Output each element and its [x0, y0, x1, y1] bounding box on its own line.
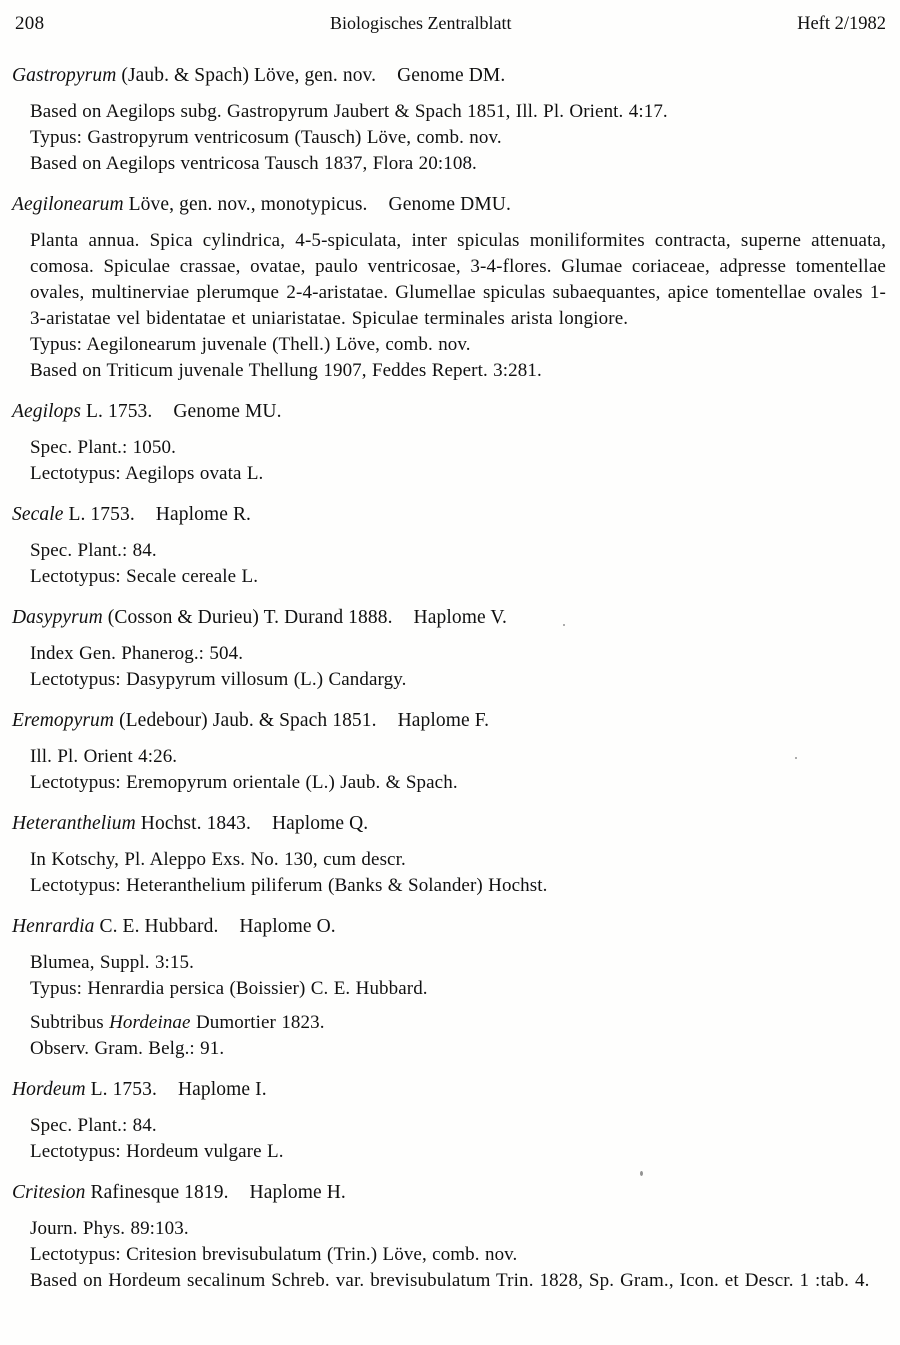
genus-name: Henrardia	[12, 916, 95, 937]
genus-name: Secale	[12, 504, 64, 525]
subtribus-line	[30, 1010, 886, 1036]
entry-line: Lectotypus: Dasypyrum villosum (L.) Candargy.	[30, 669, 407, 690]
entry-line: Lectotypus: Aegilops ovata L.	[30, 463, 264, 484]
genome-label: Haplome F.	[397, 710, 490, 731]
genus-authority: (Jaub. & Spach) Löve, gen. nov.	[121, 65, 377, 86]
entry-body	[0, 435, 900, 487]
genus-entry-aegilonearum	[0, 192, 900, 384]
genus-name: Hordeum	[12, 1079, 86, 1100]
genus-authority: L. 1753.	[68, 504, 135, 525]
scan-artifact-dot	[563, 624, 565, 626]
entry-line: Observ. Gram. Belg.: 91.	[30, 1038, 225, 1059]
genus-authority: (Ledebour) Jaub. & Spach 1851.	[119, 710, 377, 731]
genome-label: Haplome I.	[177, 1079, 267, 1100]
entry-line: Spec. Plant.: 1050.	[30, 437, 176, 458]
genus-entry-critesion	[0, 1180, 900, 1294]
entry-body	[0, 641, 900, 693]
genus-heading	[0, 399, 900, 425]
genus-entry-secale	[0, 502, 900, 590]
entry-line: Journ. Phys. 89:103.	[30, 1218, 189, 1239]
genome-label: Haplome H.	[249, 1182, 346, 1203]
entry-line: Lectotypus: Secale cereale L.	[30, 566, 259, 587]
genus-entry-heteranthelium	[0, 811, 900, 899]
running-head	[0, 0, 900, 37]
genus-entry-gastropyrum	[0, 63, 900, 177]
genus-heading	[0, 708, 900, 734]
latin-diagnosis: Planta annua. Spica cylindrica, 4-5-spiculata, inter spiculas moniliformites contracta, superne attenuata, comosa. Spiculae crassae, ovatae, paulo ventricosae, 3-4-flores. Glumae coriaceae, adpresse tomentellae ovales, multinerviae plerumque 2-4-aristatae. Glumellae spiculas subaequantes, apice tomentellae ovales 1-3-aristatae vel bidentatae et uniaristatae. Spiculae terminales arista longiore.	[30, 230, 886, 329]
journal-title: Biologisches Zentralblatt	[330, 13, 512, 33]
genus-name: Aegilonearum	[12, 194, 124, 215]
entry-line: Ill. Pl. Orient 4:26.	[30, 746, 178, 767]
genus-entry-aegilops	[0, 399, 900, 487]
genus-heading	[0, 605, 900, 631]
genome-label: Haplome O.	[239, 916, 336, 937]
entry-line: Blumea, Suppl. 3:15.	[30, 952, 194, 973]
entry-line: Lectotypus: Critesion brevisubulatum (Trin.) Löve, comb. nov.	[30, 1244, 518, 1265]
genus-name: Aegilops	[12, 401, 82, 422]
entry-body	[0, 99, 900, 177]
genus-heading	[0, 502, 900, 528]
genus-heading	[0, 811, 900, 837]
genome-label: Genome MU.	[173, 401, 282, 422]
entry-body	[0, 1216, 900, 1294]
entry-line: In Kotschy, Pl. Aleppo Exs. No. 130, cum descr.	[30, 849, 406, 870]
genus-authority: Rafinesque 1819.	[90, 1182, 229, 1203]
subtribus-name: Hordeinae	[109, 1012, 191, 1033]
genome-label: Genome DM.	[397, 65, 506, 86]
genus-authority: Hochst. 1843.	[140, 813, 251, 834]
genus-name: Eremopyrum	[12, 710, 115, 731]
genus-authority: L. 1753.	[90, 1079, 157, 1100]
entry-line: Lectotypus: Hordeum vulgare L.	[30, 1141, 284, 1162]
genus-heading	[0, 63, 900, 89]
issue-label: Heft 2/1982	[797, 14, 886, 34]
entry-line: Spec. Plant.: 84.	[30, 540, 157, 561]
genome-label: Genome DMU.	[388, 194, 511, 215]
entry-line: Lectotypus: Heteranthelium piliferum (Banks & Solander) Hochst.	[30, 875, 548, 896]
genus-entry-hordeum	[0, 1077, 900, 1165]
entry-body	[0, 950, 900, 1062]
entry-line: Typus: Henrardia persica (Boissier) C. E. Hubbard.	[30, 978, 428, 999]
genome-label: Haplome R.	[155, 504, 252, 525]
entry-body	[0, 1113, 900, 1165]
basionym-note: Based on Hordeum secalinum Schreb. var. brevisubulatum Trin. 1828, Sp. Gram., Icon. et Descr. 1 :tab. 4.	[30, 1270, 870, 1291]
entry-line: Index Gen. Phanerog.: 504.	[30, 643, 244, 664]
entry-line: Based on Aegilops ventricosa Tausch 1837, Flora 20:108.	[30, 153, 477, 174]
subtribus-prefix: Subtribus	[30, 1012, 104, 1033]
genus-heading	[0, 1077, 900, 1103]
page-number: 208	[15, 13, 45, 34]
entry-body	[0, 228, 900, 384]
genus-heading	[0, 192, 900, 218]
genus-authority: Löve, gen. nov., monotypicus.	[128, 194, 368, 215]
entry-line: Based on Triticum juvenale Thellung 1907, Feddes Repert. 3:281.	[30, 360, 542, 381]
genus-entry-eremopyrum	[0, 708, 900, 796]
genus-name: Heteranthelium	[12, 813, 136, 834]
entry-line: Lectotypus: Eremopyrum orientale (L.) Jaub. & Spach.	[30, 772, 458, 793]
subtribus-suffix: Dumortier 1823.	[195, 1012, 325, 1033]
entry-body	[0, 744, 900, 796]
genome-label: Haplome Q.	[271, 813, 369, 834]
scan-artifact-dot	[795, 757, 797, 759]
genus-name: Gastropyrum	[12, 65, 117, 86]
genus-authority: C. E. Hubbard.	[99, 916, 219, 937]
genus-heading	[0, 1180, 900, 1206]
genus-entry-dasypyrum	[0, 605, 900, 693]
genus-heading	[0, 914, 900, 940]
genus-authority: L. 1753.	[86, 401, 153, 422]
entry-line: Spec. Plant.: 84.	[30, 1115, 157, 1136]
entry-body	[0, 847, 900, 899]
taxonomy-content	[0, 63, 900, 1294]
entry-body	[0, 538, 900, 590]
genus-entry-henrardia	[0, 914, 900, 1062]
entry-line: Typus: Gastropyrum ventricosum (Tausch) Löve, comb. nov.	[30, 127, 502, 148]
genus-name: Critesion	[12, 1182, 86, 1203]
genus-name: Dasypyrum	[12, 607, 103, 628]
genome-label: Haplome V.	[413, 607, 507, 628]
entry-line: Based on Aegilops subg. Gastropyrum Jaubert & Spach 1851, Ill. Pl. Orient. 4:17.	[30, 101, 668, 122]
scan-artifact-dot	[640, 1171, 643, 1176]
genus-authority: (Cosson & Durieu) T. Durand 1888.	[107, 607, 393, 628]
entry-line: Typus: Aegilonearum juvenale (Thell.) Löve, comb. nov.	[30, 334, 471, 355]
